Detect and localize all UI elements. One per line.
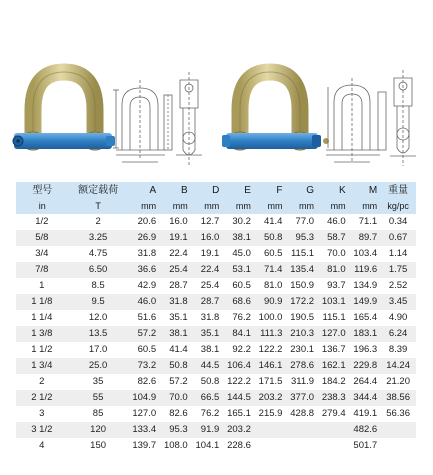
shackle-photo-2 (222, 72, 329, 150)
cell-weight: 6.24 (380, 326, 416, 342)
cell-b: 25.4 (159, 262, 191, 278)
cell-m: 119.6 (349, 262, 381, 278)
cell-m: 89.7 (349, 230, 381, 246)
cell-f: 203.2 (254, 390, 286, 406)
cell-weight (380, 438, 416, 454)
unit-size: in (16, 199, 69, 214)
cell-g: 210.3 (285, 326, 317, 342)
cell-weight: 2.52 (380, 278, 416, 294)
header-row-labels (16, 182, 416, 199)
cell-e: 144.5 (222, 390, 254, 406)
cell-d: 22.4 (191, 262, 223, 278)
col-header-f: F (254, 182, 286, 199)
cell-size: 3 (16, 406, 69, 422)
unit-weight: kg/pc (380, 199, 416, 214)
cell-k: 93.7 (317, 278, 349, 294)
shackle-drawing-2 (326, 70, 416, 166)
cell-a: 51.6 (128, 310, 160, 326)
cell-f: 90.9 (254, 294, 286, 310)
table-row (16, 310, 416, 326)
cell-g: 115.1 (285, 246, 317, 262)
cell-weight: 4.90 (380, 310, 416, 326)
table-row (16, 326, 416, 342)
cell-wll: 4.75 (69, 246, 128, 262)
cell-wll: 55 (69, 390, 128, 406)
cell-b: 28.7 (159, 278, 191, 294)
table-row (16, 422, 416, 438)
cell-m: 149.9 (349, 294, 381, 310)
cell-e: 84.1 (222, 326, 254, 342)
cell-b: 16.0 (159, 214, 191, 230)
col-header-b: B (159, 182, 191, 199)
cell-g: 135.4 (285, 262, 317, 278)
cell-a: 73.2 (128, 358, 160, 374)
cell-wll: 85 (69, 406, 128, 422)
cell-k: 238.3 (317, 390, 349, 406)
cell-a: 127.0 (128, 406, 160, 422)
cell-weight: 0.34 (380, 214, 416, 230)
cell-size: 7/8 (16, 262, 69, 278)
header-row-units (16, 199, 416, 214)
cell-wll: 150 (69, 438, 128, 454)
cell-wll: 12.0 (69, 310, 128, 326)
cell-b: 22.4 (159, 246, 191, 262)
cell-a: 139.7 (128, 438, 160, 454)
cell-size: 1 3/8 (16, 326, 69, 342)
cell-f: 60.5 (254, 246, 286, 262)
cell-size: 2 1/2 (16, 390, 69, 406)
cell-d: 38.1 (191, 342, 223, 358)
cell-wll: 17.0 (69, 342, 128, 358)
cell-d: 104.1 (191, 438, 223, 454)
cell-g: 172.2 (285, 294, 317, 310)
cell-b: 35.1 (159, 310, 191, 326)
cell-b: 70.0 (159, 390, 191, 406)
cell-size: 5/8 (16, 230, 69, 246)
cell-d: 31.8 (191, 310, 223, 326)
cell-m: 165.4 (349, 310, 381, 326)
cell-a: 36.6 (128, 262, 160, 278)
shackle-spec-table (16, 182, 416, 454)
table-row (16, 246, 416, 262)
cell-wll: 3.25 (69, 230, 128, 246)
cell-b: 38.1 (159, 326, 191, 342)
cell-k (317, 438, 349, 454)
cell-g: 428.8 (285, 406, 317, 422)
cell-b: 41.4 (159, 342, 191, 358)
cell-a: 42.9 (128, 278, 160, 294)
cell-g (285, 422, 317, 438)
table-row (16, 406, 416, 422)
cell-b: 50.8 (159, 358, 191, 374)
cell-e: 30.2 (222, 214, 254, 230)
cell-wll: 9.5 (69, 294, 128, 310)
cell-size: 1/2 (16, 214, 69, 230)
cell-weight: 1.14 (380, 246, 416, 262)
col-header-wll: 额定载荷 (69, 182, 128, 199)
cell-size: 1 1/8 (16, 294, 69, 310)
cell-b: 108.0 (159, 438, 191, 454)
col-header-a: A (128, 182, 160, 199)
table-row (16, 230, 416, 246)
table-row (16, 438, 416, 454)
cell-d: 76.2 (191, 406, 223, 422)
cell-d: 16.0 (191, 230, 223, 246)
table-row (16, 214, 416, 230)
cell-k: 136.7 (317, 342, 349, 358)
cell-d: 66.5 (191, 390, 223, 406)
cell-size: 1 3/4 (16, 358, 69, 374)
unit-wll: T (69, 199, 128, 214)
cell-f: 41.4 (254, 214, 286, 230)
cell-a: 26.9 (128, 230, 160, 246)
cell-weight: 0.67 (380, 230, 416, 246)
col-header-weight: 重量 (380, 182, 416, 199)
cell-weight: 38.56 (380, 390, 416, 406)
cell-a: 82.6 (128, 374, 160, 390)
unit-g: mm (285, 199, 317, 214)
shackle-drawing-1 (113, 72, 202, 165)
cell-b: 19.1 (159, 230, 191, 246)
cell-e: 165.1 (222, 406, 254, 422)
cell-a: 57.2 (128, 326, 160, 342)
cell-f: 215.9 (254, 406, 286, 422)
col-header-d: D (191, 182, 223, 199)
cell-weight: 3.45 (380, 294, 416, 310)
cell-b: 31.8 (159, 294, 191, 310)
cell-m: 183.1 (349, 326, 381, 342)
cell-e: 122.2 (222, 374, 254, 390)
cell-wll: 35 (69, 374, 128, 390)
unit-b: mm (159, 199, 191, 214)
cell-b: 95.3 (159, 422, 191, 438)
cell-b: 57.2 (159, 374, 191, 390)
cell-weight: 14.24 (380, 358, 416, 374)
cell-f: 71.4 (254, 262, 286, 278)
cell-a: 31.8 (128, 246, 160, 262)
col-header-g: G (285, 182, 317, 199)
cell-m: 501.7 (349, 438, 381, 454)
cell-f (254, 422, 286, 438)
cell-d: 12.7 (191, 214, 223, 230)
cell-f: 100.0 (254, 310, 286, 326)
cell-d: 44.5 (191, 358, 223, 374)
table-row (16, 262, 416, 278)
col-header-m: M (349, 182, 381, 199)
cell-weight: 8.39 (380, 342, 416, 358)
unit-f: mm (254, 199, 286, 214)
unit-m: mm (349, 199, 381, 214)
col-header-e: E (222, 182, 254, 199)
cell-wll: 120 (69, 422, 128, 438)
cell-b: 82.6 (159, 406, 191, 422)
table-row (16, 374, 416, 390)
cell-m: 196.3 (349, 342, 381, 358)
cell-f: 111.3 (254, 326, 286, 342)
cell-g: 230.1 (285, 342, 317, 358)
cell-d: 35.1 (191, 326, 223, 342)
cell-k: 58.7 (317, 230, 349, 246)
cell-wll: 13.5 (69, 326, 128, 342)
cell-wll: 25.0 (69, 358, 128, 374)
cell-d: 19.1 (191, 246, 223, 262)
cell-g: 190.5 (285, 310, 317, 326)
cell-e: 106.4 (222, 358, 254, 374)
table-row (16, 342, 416, 358)
cell-k: 162.1 (317, 358, 349, 374)
cell-f: 81.0 (254, 278, 286, 294)
shackle-photo-1 (13, 72, 115, 150)
cell-m: 229.8 (349, 358, 381, 374)
cell-k: 103.1 (317, 294, 349, 310)
cell-f (254, 438, 286, 454)
cell-m: 134.9 (349, 278, 381, 294)
col-header-k: K (317, 182, 349, 199)
cell-k (317, 422, 349, 438)
cell-a: 46.0 (128, 294, 160, 310)
cell-e: 203.2 (222, 422, 254, 438)
cell-m: 344.4 (349, 390, 381, 406)
cell-size: 1 (16, 278, 69, 294)
cell-g: 77.0 (285, 214, 317, 230)
cell-d: 91.9 (191, 422, 223, 438)
spec-table-body (16, 214, 416, 454)
cell-g: 150.9 (285, 278, 317, 294)
cell-d: 25.4 (191, 278, 223, 294)
product-figures (0, 0, 433, 178)
unit-e: mm (222, 199, 254, 214)
cell-a: 60.5 (128, 342, 160, 358)
cell-weight: 56.36 (380, 406, 416, 422)
cell-k: 184.2 (317, 374, 349, 390)
cell-f: 122.2 (254, 342, 286, 358)
cell-size: 1 1/4 (16, 310, 69, 326)
cell-e: 68.6 (222, 294, 254, 310)
cell-k: 127.0 (317, 326, 349, 342)
table-row (16, 390, 416, 406)
cell-m: 264.4 (349, 374, 381, 390)
col-header-size: 型号 (16, 182, 69, 199)
cell-size: 3/4 (16, 246, 69, 262)
cell-f: 50.8 (254, 230, 286, 246)
cell-weight: 1.75 (380, 262, 416, 278)
cell-d: 50.8 (191, 374, 223, 390)
cell-k: 279.4 (317, 406, 349, 422)
cell-size: 4 (16, 438, 69, 454)
cell-g: 278.6 (285, 358, 317, 374)
table-row (16, 358, 416, 374)
cell-a: 20.6 (128, 214, 160, 230)
unit-d: mm (191, 199, 223, 214)
unit-a: mm (128, 199, 160, 214)
cell-f: 146.1 (254, 358, 286, 374)
cell-size: 1 1/2 (16, 342, 69, 358)
cell-size: 2 (16, 374, 69, 390)
cell-g: 311.9 (285, 374, 317, 390)
cell-wll: 2 (69, 214, 128, 230)
cell-d: 28.7 (191, 294, 223, 310)
unit-k: mm (317, 199, 349, 214)
cell-k: 115.1 (317, 310, 349, 326)
cell-wll: 8.5 (69, 278, 128, 294)
cell-m: 71.1 (349, 214, 381, 230)
cell-g: 95.3 (285, 230, 317, 246)
cell-weight (380, 422, 416, 438)
cell-g (285, 438, 317, 454)
cell-e: 45.0 (222, 246, 254, 262)
cell-e: 38.1 (222, 230, 254, 246)
cell-m: 103.4 (349, 246, 381, 262)
cell-k: 70.0 (317, 246, 349, 262)
cell-k: 81.0 (317, 262, 349, 278)
cell-wll: 6.50 (69, 262, 128, 278)
cell-g: 377.0 (285, 390, 317, 406)
table-row (16, 294, 416, 310)
cell-e: 53.1 (222, 262, 254, 278)
cell-k: 46.0 (317, 214, 349, 230)
cell-a: 133.4 (128, 422, 160, 438)
cell-a: 104.9 (128, 390, 160, 406)
cell-e: 92.2 (222, 342, 254, 358)
cell-f: 171.5 (254, 374, 286, 390)
cell-m: 482.6 (349, 422, 381, 438)
cell-size: 3 1/2 (16, 422, 69, 438)
cell-e: 76.2 (222, 310, 254, 326)
table-row (16, 278, 416, 294)
cell-e: 228.6 (222, 438, 254, 454)
cell-weight: 21.20 (380, 374, 416, 390)
cell-e: 60.5 (222, 278, 254, 294)
cell-m: 419.1 (349, 406, 381, 422)
